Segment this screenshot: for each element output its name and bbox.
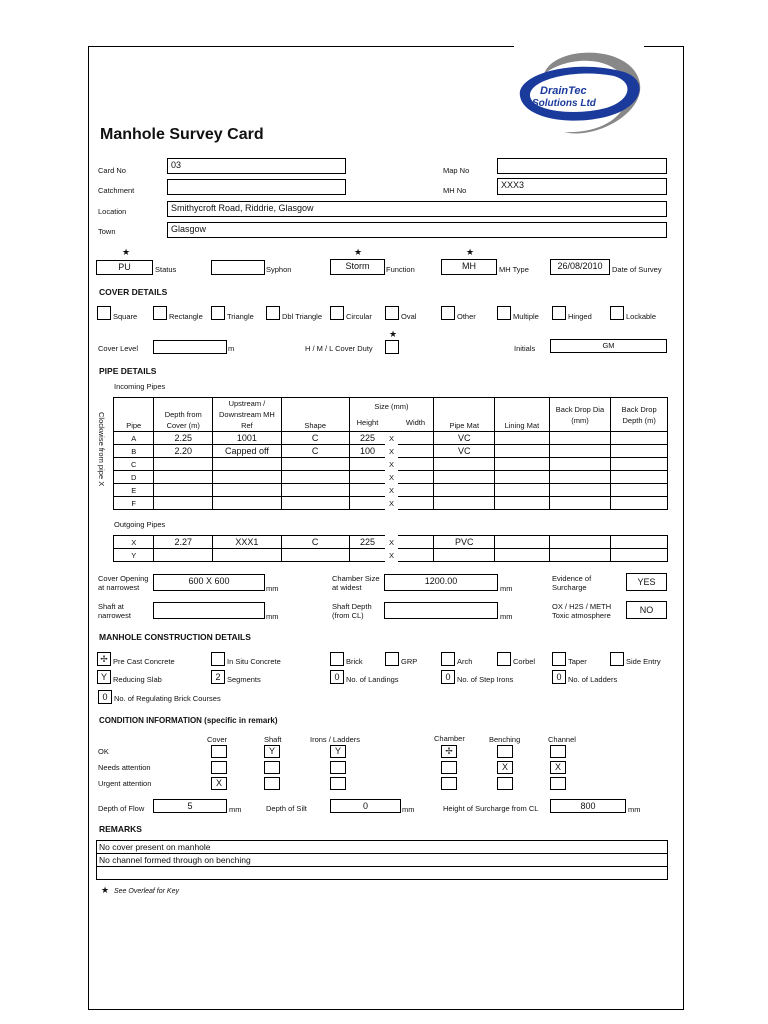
- pipe-cell-width[interactable]: [398, 471, 434, 484]
- remarks-line[interactable]: No channel formed through on benching: [96, 854, 668, 867]
- cover-shape-label: Other: [457, 312, 476, 321]
- pipe-cell-depth[interactable]: [154, 471, 213, 484]
- footnote: See Overleaf for Key: [114, 888, 179, 895]
- condition-column-label: Irons / Ladders: [310, 735, 361, 744]
- construction-count-label: No. of Landings: [346, 675, 399, 684]
- surcharge-height-label: Height of Surcharge from CL: [443, 804, 539, 813]
- construction-checkbox[interactable]: ✢: [97, 652, 111, 666]
- surcharge-height-unit: mm: [628, 805, 641, 814]
- col-height: Height: [349, 415, 385, 432]
- condition-checkbox[interactable]: X: [497, 761, 513, 774]
- pipe-cell-shape[interactable]: [281, 484, 349, 497]
- pipe-cell-ref[interactable]: 1001: [213, 432, 282, 445]
- cover-shape-label: Hinged: [568, 312, 592, 321]
- pipe-cell-ref[interactable]: [213, 484, 282, 497]
- chamber-size-field[interactable]: 1200.00: [384, 574, 498, 591]
- pipe-cell-depth[interactable]: 2.25: [154, 432, 213, 445]
- pipe-cell-lining[interactable]: [495, 458, 550, 471]
- pipe-cell-height[interactable]: [349, 458, 385, 471]
- brick-courses-box[interactable]: 0: [98, 690, 112, 704]
- cover-shape-checkbox[interactable]: [610, 306, 624, 320]
- col-pipe-mat: Pipe Mat: [434, 398, 495, 432]
- pipe-cell-height[interactable]: 225: [349, 432, 385, 445]
- pipe-cell-shape[interactable]: C: [281, 432, 349, 445]
- shaft-unit: mm: [266, 612, 279, 621]
- mh-type-label: MH Type: [499, 265, 529, 274]
- condition-checkbox[interactable]: [497, 777, 513, 790]
- pipe-cell-pipe[interactable]: X: [114, 536, 154, 549]
- card-no-label: Card No: [98, 166, 126, 175]
- pipe-cell-bd_depth[interactable]: [611, 458, 668, 471]
- pipe-cell-bd_dia[interactable]: [549, 497, 611, 510]
- map-no-label: Map No: [443, 166, 470, 175]
- mh-type-field[interactable]: MH: [441, 259, 497, 275]
- star-icon: ★: [122, 247, 131, 257]
- location-field[interactable]: Smithycroft Road, Riddrie, Glasgow: [167, 201, 667, 217]
- col-ref: Upstream / Downstream MH Ref: [213, 398, 282, 432]
- shaft-depth-field[interactable]: [384, 602, 498, 619]
- shaft-field[interactable]: [153, 602, 265, 619]
- col-size: Size (mm): [349, 398, 434, 415]
- condition-row-label: OK: [98, 747, 109, 756]
- cover-shape-checkbox[interactable]: [211, 306, 225, 320]
- pipe-cell-bd_dia[interactable]: [549, 445, 611, 458]
- pipe-cell-pipe[interactable]: F: [114, 497, 154, 510]
- mh-no-field[interactable]: XXX3: [497, 178, 667, 195]
- condition-checkbox[interactable]: [211, 761, 227, 774]
- pipe-cell-bd_depth[interactable]: [611, 445, 668, 458]
- pipe-cell-pipe[interactable]: A: [114, 432, 154, 445]
- pipe-cell-lining[interactable]: [495, 549, 550, 562]
- cover-shape-label: Dbl Triangle: [282, 312, 323, 321]
- construction-label: Arch: [457, 657, 473, 666]
- condition-column-label: Shaft: [264, 735, 282, 744]
- construction-checkbox[interactable]: [211, 652, 225, 666]
- col-size-gap: [385, 415, 397, 432]
- construction-count-box[interactable]: 2: [211, 670, 225, 684]
- condition-checkbox[interactable]: Y: [330, 745, 346, 758]
- cover-shape-label: Oval: [401, 312, 417, 321]
- condition-checkbox[interactable]: [441, 761, 457, 774]
- outgoing-pipes-label: Outgoing Pipes: [114, 520, 166, 529]
- cover-level-unit: m: [228, 344, 235, 353]
- surcharge-label-2: Surcharge: [552, 583, 587, 592]
- construction-count-label: Reducing Slab: [113, 675, 162, 684]
- toxic-field[interactable]: NO: [626, 601, 667, 619]
- catchment-label: Catchment: [98, 186, 135, 195]
- pipe-cell-bd_dia[interactable]: [549, 432, 611, 445]
- pipe-cell-height[interactable]: 225: [349, 536, 385, 549]
- logo-swoosh-icon: [514, 44, 644, 140]
- pipe-cell-width[interactable]: [398, 497, 434, 510]
- incoming-pipes-label: Incoming Pipes: [114, 382, 166, 391]
- incoming-pipe-row: [114, 458, 668, 471]
- incoming-header-row: [114, 398, 668, 415]
- pipe-cell-pipe[interactable]: E: [114, 484, 154, 497]
- logo-line1: DrainTec: [540, 85, 587, 97]
- cover-shape-checkbox[interactable]: [385, 306, 399, 320]
- condition-checkbox[interactable]: [264, 761, 280, 774]
- pipe-cell-bd_depth[interactable]: [611, 536, 668, 549]
- syphon-field[interactable]: [211, 260, 265, 275]
- pipe-cell-bd_depth[interactable]: [611, 484, 668, 497]
- remarks-line[interactable]: [96, 867, 668, 880]
- incoming-pipe-row: [114, 445, 668, 458]
- pipe-cell-height[interactable]: [349, 471, 385, 484]
- pipe-cell-mat[interactable]: PVC: [434, 536, 495, 549]
- construction-count-label: No. of Step Irons: [457, 675, 514, 684]
- construction-count-box[interactable]: 0: [330, 670, 344, 684]
- status-field[interactable]: PU: [96, 260, 153, 275]
- town-label: Town: [98, 227, 116, 236]
- pipe-cell-shape[interactable]: [281, 458, 349, 471]
- col-lining-mat: Lining Mat: [495, 398, 550, 432]
- size-separator: X: [388, 459, 394, 469]
- location-label: Location: [98, 207, 127, 216]
- construction-label: In Situ Concrete: [227, 657, 281, 666]
- star-icon: ★: [101, 885, 110, 895]
- pipe-cell-width[interactable]: [398, 445, 434, 458]
- cover-opening-label: Cover Opening: [98, 574, 149, 583]
- pipe-cell-ref[interactable]: [213, 497, 282, 510]
- page-title: Manhole Survey Card: [100, 126, 264, 143]
- pipe-cell-pipe[interactable]: C: [114, 458, 154, 471]
- depth-of-flow-label: Depth of Flow: [98, 804, 145, 813]
- cover-opening-field[interactable]: 600 X 600: [153, 574, 265, 591]
- construction-count-label: Segments: [227, 675, 261, 684]
- pipe-cell-lining[interactable]: [495, 484, 550, 497]
- toxic-label: OX / H2S / METH: [552, 602, 612, 611]
- pipe-cell-ref[interactable]: [213, 549, 282, 562]
- cover-shape-checkbox[interactable]: [153, 306, 167, 320]
- size-separator: X: [388, 537, 394, 547]
- col-depth: Depth from Cover (m): [154, 398, 213, 432]
- chamber-size-label: Chamber Size: [332, 574, 380, 583]
- shaft-depth-label: Shaft Depth: [332, 602, 372, 611]
- pipe-cell-shape[interactable]: [281, 471, 349, 484]
- pipe-cell-bd_depth[interactable]: [611, 549, 668, 562]
- cover-shape-checkbox[interactable]: [97, 306, 111, 320]
- condition-checkbox[interactable]: [550, 745, 566, 758]
- pipe-cell-mat[interactable]: [434, 458, 495, 471]
- depth-of-flow-unit: mm: [229, 805, 242, 814]
- incoming-pipe-row: [114, 471, 668, 484]
- cover-shape-label: Rectangle: [169, 312, 203, 321]
- function-label: Function: [386, 265, 415, 274]
- pipe-cell-ref[interactable]: [213, 458, 282, 471]
- construction-checkbox[interactable]: [385, 652, 399, 666]
- pipe-cell-lining[interactable]: [495, 497, 550, 510]
- pipe-cell-shape[interactable]: C: [281, 445, 349, 458]
- pipe-cell-ref[interactable]: Capped off: [213, 445, 282, 458]
- size-separator: X: [388, 472, 394, 482]
- pipe-cell-mat[interactable]: [434, 497, 495, 510]
- shaft-label-2: narrowest: [98, 611, 131, 620]
- cover-duty-label: H / M / L Cover Duty: [305, 344, 373, 353]
- pipe-cell-ref[interactable]: XXX1: [213, 536, 282, 549]
- condition-checkbox[interactable]: [550, 777, 566, 790]
- construction-checkbox[interactable]: [497, 652, 511, 666]
- construction-count-label: No. of Ladders: [568, 675, 618, 684]
- map-no-field[interactable]: [497, 158, 667, 174]
- col-backdrop-dia: Back Drop Dia (mm): [549, 398, 611, 432]
- cover-shape-checkbox[interactable]: [330, 306, 344, 320]
- pipe-cell-bd_depth[interactable]: [611, 432, 668, 445]
- pipe-cell-mat[interactable]: [434, 471, 495, 484]
- incoming-pipes-body: [114, 432, 668, 510]
- pipe-cell-bd_dia[interactable]: [549, 536, 611, 549]
- cover-opening-unit: mm: [266, 584, 279, 593]
- brick-courses-label: No. of Regulating Brick Courses: [114, 694, 221, 703]
- depth-of-silt-field[interactable]: 0: [330, 799, 401, 813]
- construction-label: GRP: [401, 657, 418, 666]
- card-no-field[interactable]: 03: [167, 158, 346, 174]
- condition-row-label: Needs attention: [98, 763, 151, 772]
- pipe-cell-width[interactable]: [398, 458, 434, 471]
- incoming-pipe-row: [114, 432, 668, 445]
- surcharge-field[interactable]: YES: [626, 573, 667, 591]
- toxic-label-2: Toxic atmosphere: [552, 611, 611, 620]
- cover-level-field[interactable]: [153, 340, 227, 354]
- cover-shape-label: Circular: [346, 312, 372, 321]
- pipe-cell-depth[interactable]: [154, 549, 213, 562]
- catchment-field[interactable]: [167, 179, 346, 195]
- pipe-cell-height[interactable]: [349, 549, 385, 562]
- cover-shape-checkbox[interactable]: [497, 306, 511, 320]
- star-icon: ★: [354, 247, 363, 257]
- cover-shape-label: Multiple: [513, 312, 539, 321]
- pipe-cell-ref[interactable]: [213, 471, 282, 484]
- cover-duty-box[interactable]: [385, 340, 399, 354]
- condition-checkbox[interactable]: [211, 745, 227, 758]
- condition-checkbox[interactable]: [330, 761, 346, 774]
- size-separator: X: [388, 485, 394, 495]
- pipe-cell-shape[interactable]: [281, 497, 349, 510]
- incoming-pipe-row: [114, 484, 668, 497]
- condition-column-label: Channel: [548, 735, 576, 744]
- condition-heading: CONDITION INFORMATION (specific in remark): [99, 716, 278, 725]
- function-field[interactable]: Storm: [330, 259, 385, 275]
- construction-count-box[interactable]: Y: [97, 670, 111, 684]
- pipe-cell-mat[interactable]: VC: [434, 432, 495, 445]
- construction-checkbox[interactable]: [441, 652, 455, 666]
- remarks-heading: REMARKS: [99, 824, 142, 834]
- pipe-cell-shape[interactable]: [281, 549, 349, 562]
- pipe-cell-width[interactable]: [398, 432, 434, 445]
- mh-no-label: MH No: [443, 186, 467, 195]
- cover-details-heading: COVER DETAILS: [99, 287, 168, 297]
- col-backdrop-depth: Back Drop Depth (m): [611, 398, 668, 432]
- depth-of-flow-field[interactable]: 5: [153, 799, 227, 813]
- cover-shape-checkbox[interactable]: [552, 306, 566, 320]
- pipe-cell-pipe[interactable]: D: [114, 471, 154, 484]
- pipe-cell-pipe[interactable]: Y: [114, 549, 154, 562]
- condition-checkbox[interactable]: [330, 777, 346, 790]
- construction-checkbox[interactable]: [552, 652, 566, 666]
- pipe-cell-mat[interactable]: [434, 549, 495, 562]
- cover-level-label: Cover Level: [98, 344, 139, 353]
- pipe-cell-width[interactable]: [398, 536, 434, 549]
- cover-shape-label: Triangle: [227, 312, 254, 321]
- pipe-cell-shape[interactable]: C: [281, 536, 349, 549]
- pipe-cell-depth[interactable]: [154, 484, 213, 497]
- pipe-cell-depth[interactable]: [154, 497, 213, 510]
- col-pipe: Pipe: [114, 398, 154, 432]
- cover-opening-label-2: at narrowest: [98, 583, 140, 592]
- construction-count-box[interactable]: 0: [441, 670, 455, 684]
- pipe-details-heading: PIPE DETAILS: [99, 366, 157, 376]
- surcharge-label: Evidence of: [552, 574, 592, 583]
- condition-checkbox[interactable]: X: [550, 761, 566, 774]
- construction-label: Corbel: [513, 657, 536, 666]
- cover-shape-label: Lockable: [626, 312, 657, 321]
- construction-count-box[interactable]: 0: [552, 670, 566, 684]
- star-icon: ★: [466, 247, 475, 257]
- pipe-cell-bd_dia[interactable]: [549, 471, 611, 484]
- condition-checkbox[interactable]: [441, 777, 457, 790]
- condition-checkbox[interactable]: [497, 745, 513, 758]
- size-separator: X: [388, 498, 394, 508]
- pipe-cell-mat[interactable]: VC: [434, 445, 495, 458]
- logo-line2: Solutions Ltd: [532, 98, 596, 109]
- pipe-cell-bd_dia[interactable]: [549, 458, 611, 471]
- col-width: Width: [398, 415, 434, 432]
- condition-checkbox[interactable]: Y: [264, 745, 280, 758]
- outgoing-pipes-body: [114, 536, 668, 562]
- pipe-cell-height[interactable]: [349, 497, 385, 510]
- syphon-label: Syphon: [266, 265, 292, 274]
- condition-row-label: Urgent attention: [98, 779, 152, 788]
- condition-checkbox[interactable]: X: [211, 777, 227, 790]
- construction-checkbox[interactable]: [610, 652, 624, 666]
- status-label: Status: [155, 265, 177, 274]
- date-of-survey-field[interactable]: 26/08/2010: [550, 259, 610, 275]
- pipe-cell-pipe[interactable]: B: [114, 445, 154, 458]
- clockwise-label: Clockwise from pipe X: [97, 412, 106, 487]
- cover-shape-checkbox[interactable]: [441, 306, 455, 320]
- shaft-label: Shaft at: [98, 602, 124, 611]
- cover-shape-label: Square: [113, 312, 138, 321]
- depth-of-silt-unit: mm: [402, 805, 415, 814]
- chamber-size-unit: mm: [500, 584, 513, 593]
- pipe-cell-mat[interactable]: [434, 484, 495, 497]
- initials-label: Initials: [514, 344, 536, 353]
- pipe-cell-bd_depth[interactable]: [611, 471, 668, 484]
- outgoing-pipe-row: [114, 536, 668, 549]
- construction-label: Taper: [568, 657, 587, 666]
- condition-column-label: Benching: [489, 735, 521, 744]
- shaft-depth-unit: mm: [500, 612, 513, 621]
- construction-label: Brick: [346, 657, 363, 666]
- pipe-cell-bd_dia[interactable]: [549, 549, 611, 562]
- star-icon: ★: [389, 329, 398, 339]
- outgoing-pipes-table: [113, 535, 668, 562]
- pipe-cell-bd_depth[interactable]: [611, 497, 668, 510]
- construction-label: Side Entry: [626, 657, 661, 666]
- col-shape: Shape: [281, 398, 349, 432]
- cover-shape-checkbox[interactable]: [266, 306, 280, 320]
- draintec-logo: [514, 44, 644, 140]
- remarks-box: [96, 840, 668, 880]
- date-of-survey-label: Date of Survey: [612, 265, 662, 274]
- remarks-line[interactable]: No cover present on manhole: [96, 840, 668, 854]
- pipe-cell-bd_dia[interactable]: [549, 484, 611, 497]
- outgoing-pipe-row: [114, 549, 668, 562]
- pipe-cell-lining[interactable]: [495, 536, 550, 549]
- initials-field[interactable]: GM: [550, 339, 667, 353]
- pipe-cell-lining[interactable]: [495, 445, 550, 458]
- construction-checkbox[interactable]: [330, 652, 344, 666]
- depth-of-silt-label: Depth of Silt: [266, 804, 307, 813]
- pipe-cell-depth[interactable]: 2.20: [154, 445, 213, 458]
- size-separator: X: [388, 433, 394, 443]
- pipe-cell-lining[interactable]: [495, 432, 550, 445]
- pipe-cell-depth[interactable]: [154, 458, 213, 471]
- pipe-cell-height[interactable]: 100: [349, 445, 385, 458]
- size-separator: X: [388, 446, 394, 456]
- construction-heading: MANHOLE CONSTRUCTION DETAILS: [99, 632, 251, 642]
- pipe-cell-width[interactable]: [398, 484, 434, 497]
- town-field[interactable]: Glasgow: [167, 222, 667, 238]
- chamber-size-label-2: at widest: [332, 583, 362, 592]
- pipe-cell-width[interactable]: [398, 549, 434, 562]
- pipe-cell-lining[interactable]: [495, 471, 550, 484]
- size-separator: X: [388, 550, 394, 560]
- condition-checkbox[interactable]: ✢: [441, 745, 457, 758]
- shaft-depth-label-2: (from CL): [332, 611, 364, 620]
- surcharge-height-field[interactable]: 800: [550, 799, 626, 813]
- incoming-pipe-row: [114, 497, 668, 510]
- condition-column-label: Cover: [207, 735, 228, 744]
- condition-column-label: Chamber: [434, 734, 465, 743]
- construction-label: Pre Cast Concrete: [113, 657, 175, 666]
- pipe-cell-height[interactable]: [349, 484, 385, 497]
- condition-checkbox[interactable]: [264, 777, 280, 790]
- pipe-cell-depth[interactable]: 2.27: [154, 536, 213, 549]
- incoming-pipes-table: [113, 397, 668, 510]
